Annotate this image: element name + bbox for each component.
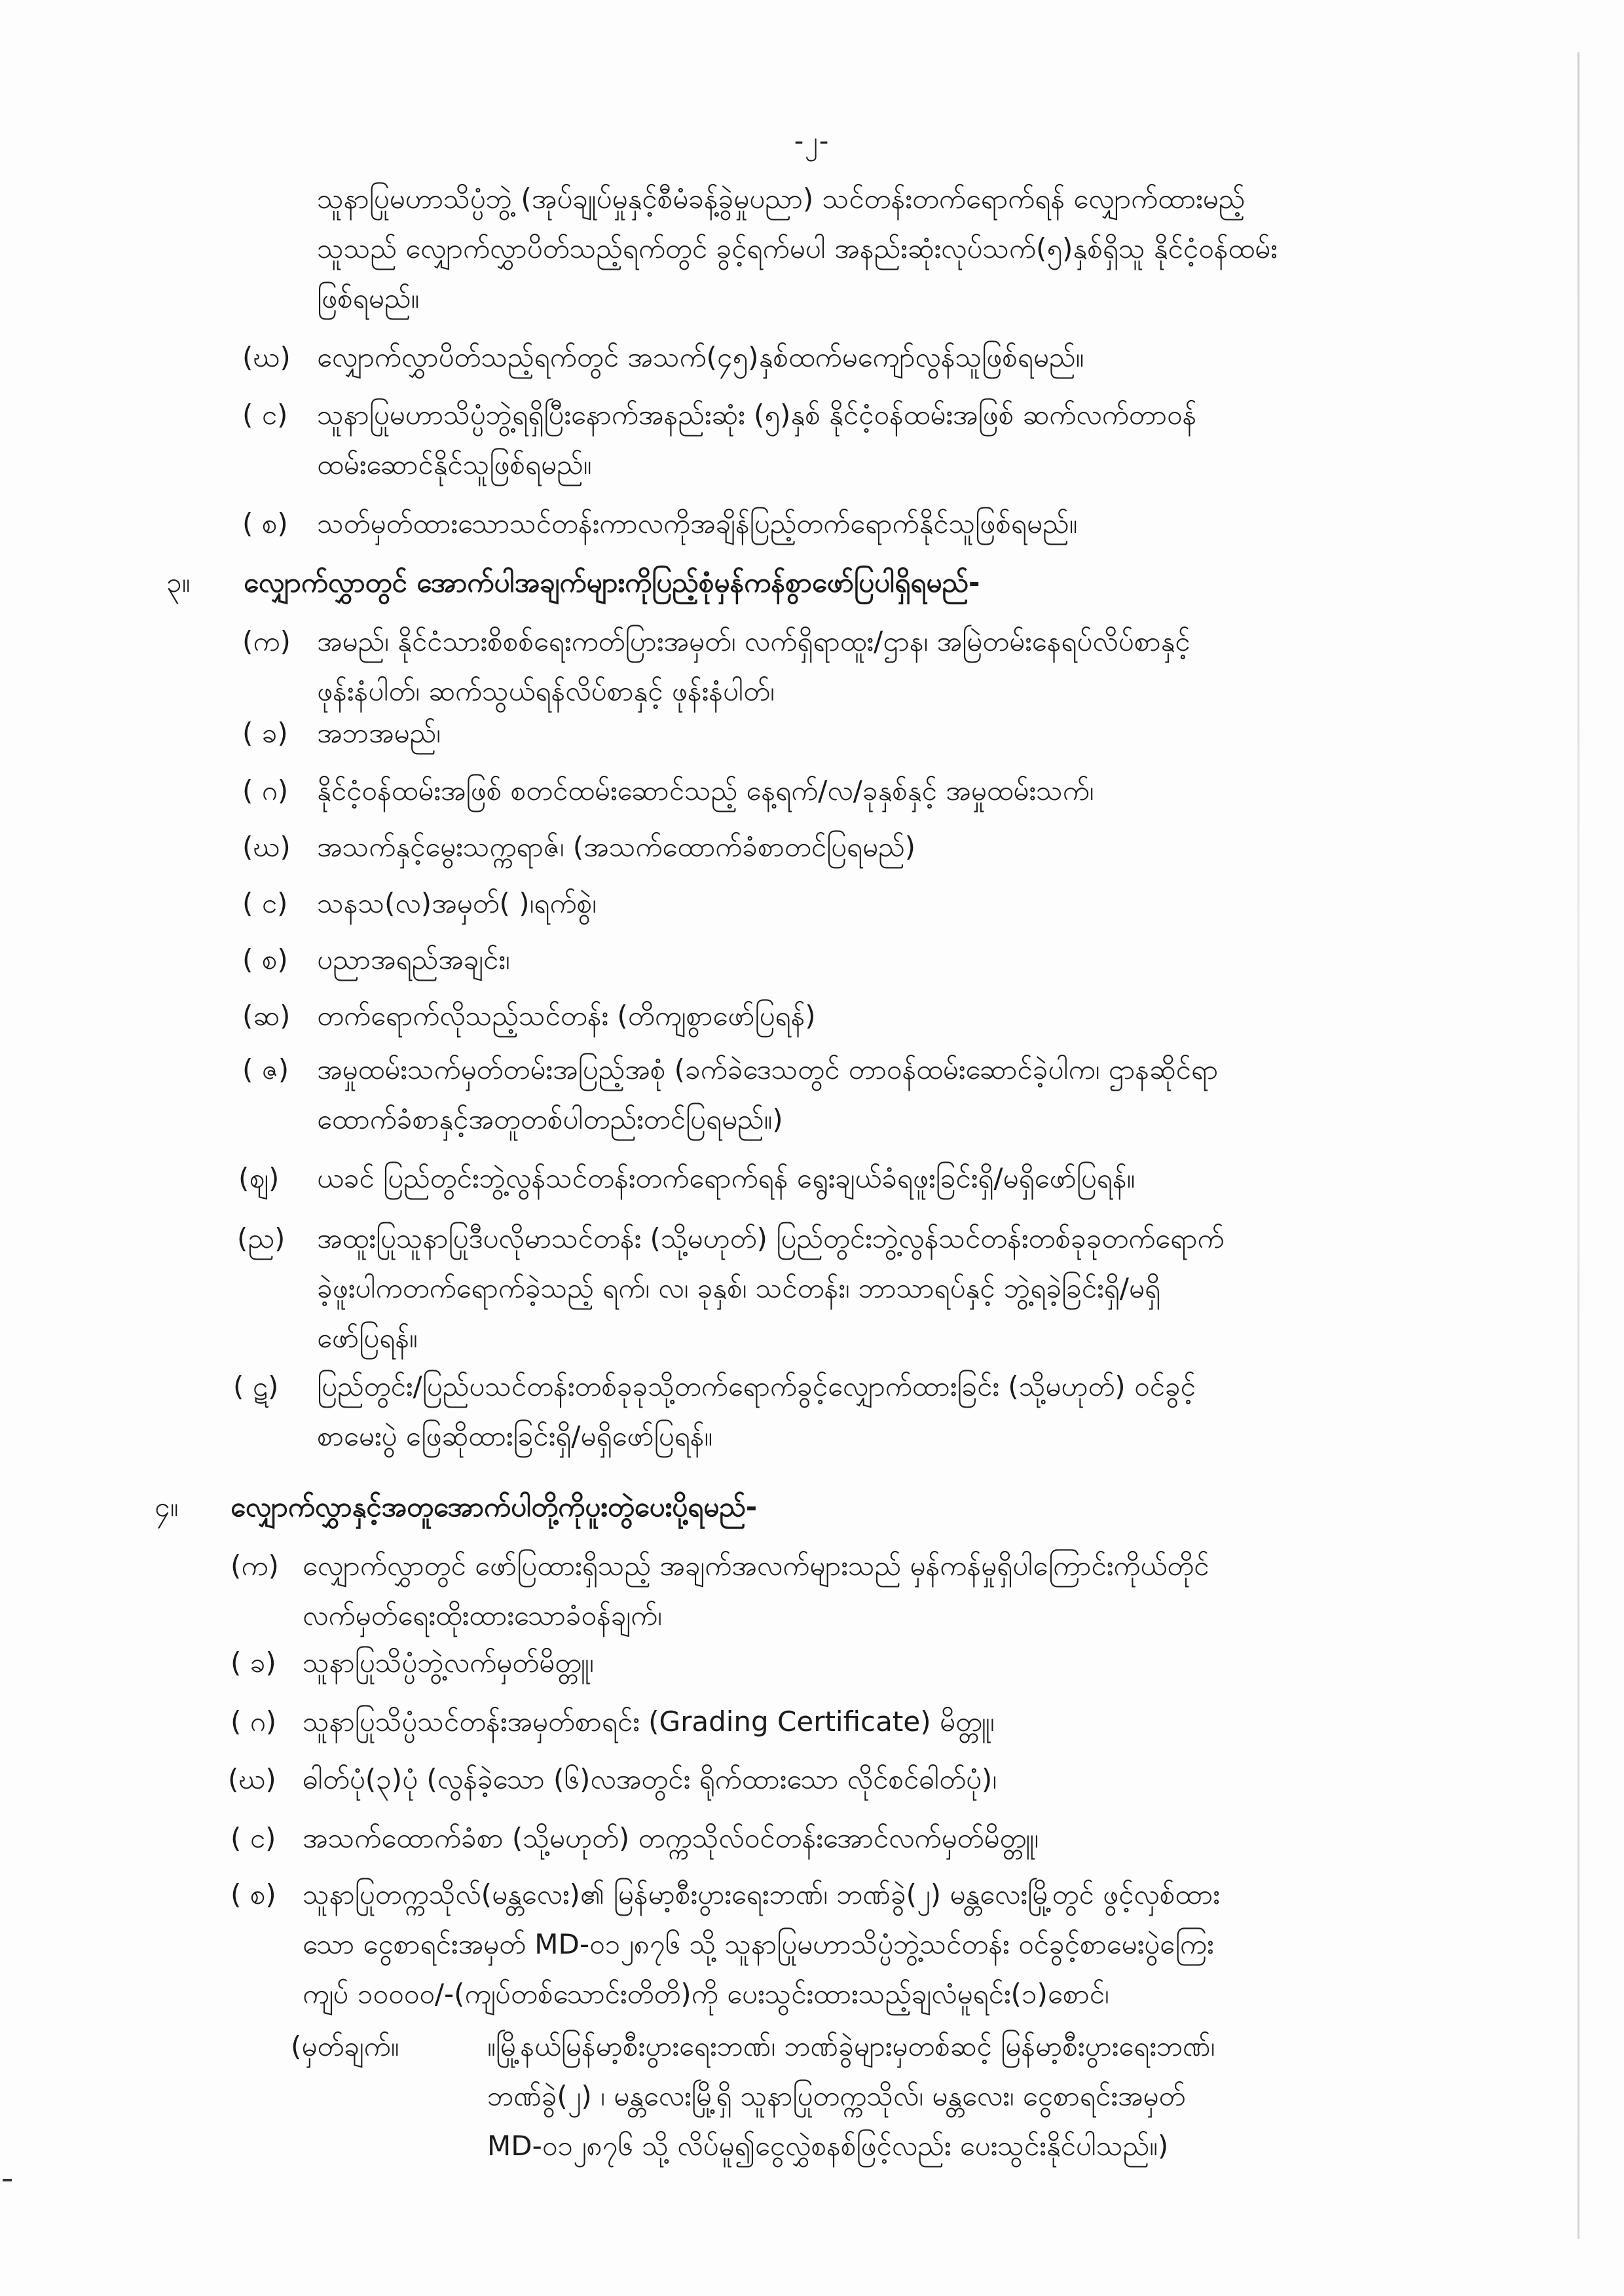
scan-page-edge (1578, 52, 1579, 2239)
list-item-text: တက်ရောက်လိုသည့်သင်တန်း (တိကျစွာဖော်ပြရန်) (317, 1000, 816, 1032)
list-item (317, 1214, 1224, 1363)
list-item (303, 1541, 1209, 1641)
list-item-text: သူနာပြုတက္ကသိုလ်(မန္တလေး)၏ မြန်မာ့စီးပွားရေးဘဏ်၊ ဘဏ်ခွဲ(၂) မန္တလေးမြို့တွင် ဖွင့်လှစ်ထား (303, 1878, 1220, 1910)
list-item-text: အဘအမည်၊ (317, 717, 441, 749)
list-item (303, 1638, 594, 1688)
scan-mark (3, 2179, 12, 2181)
section-heading: လျှောက်လွှာတွင် အောက်ပါအချက်များကိုပြည့်စုံမှန်ကန်စွာဖော်ပြပါရှိရမည်- (244, 566, 980, 598)
list-item-text: အမည်၊ နိုင်ငံသားစိစစ်ရေးကတ်ပြားအမှတ်၊ လက်ရှိရာထူး/ဌာန၊ အမြဲတမ်းနေရပ်လိပ်စာနှင့် (317, 625, 1190, 657)
item-marker: ( ဇ) (242, 1053, 289, 1085)
item-marker: ( ဋ) (233, 1370, 279, 1402)
list-item (317, 617, 1190, 716)
list-item-text: သူနာပြုမဟာသိပ္ပံဘွဲ့ရရှိပြီးနောက်အနည်းဆုံး (၅)နှစ် နိုင်ငံ့ဝန်ထမ်းအဖြစ် ဆက်လက်တာဝန် (317, 399, 1197, 431)
list-item-text: သတ်မှတ်ထားသောသင်တန်းကာလကိုအချိန်ပြည့်တက်ရောက်နိုင်သူဖြစ်ရမည်။ (317, 507, 1078, 539)
item-marker: (ဆ) (242, 1000, 291, 1032)
intro-line: သူနာပြုမဟာသိပ္ပံဘွဲ့ (အုပ်ချုပ်မှုနှင့်စီမံခန့်ခွဲမှုပညာ) သင်တန်းတက်ရောက်ရန် လျှောက်ထားမည့် (317, 183, 1246, 215)
item-marker: (က) (231, 1550, 279, 1582)
item-marker: ( င) (231, 1822, 276, 1854)
list-item (317, 1045, 1218, 1144)
intro-paragraph (317, 174, 1278, 323)
list-item-text: သူနာပြုသိပ္ပံဘွဲ့လက်မှတ်မိတ္တူ၊ (303, 1647, 594, 1679)
list-item-text: နိုင်ငံ့ဝန်ထမ်းအဖြစ် စတင်ထမ်းဆောင်သည့် နေ့ရက်/လ/ခုနှစ်နှင့် အမှုထမ်းသက်၊ (317, 774, 1094, 807)
list-item (317, 1362, 1196, 1461)
list-item-text: ယခင် ပြည်တွင်းဘွဲ့လွန်သင်တန်းတက်ရောက်ရန် ရွေးချယ်ခံရဖူးခြင်းရှိ/မရှိဖော်ပြရန်။ (317, 1162, 1135, 1194)
note-line: ဘဏ်ခွဲ(၂) ၊ မန္တလေးမြို့ရှိ သူနာပြုတက္ကသိုလ်၊ မန္တလေး၊ ငွေစာရင်းအမှတ် (487, 2080, 1186, 2112)
section-number: ၄။ (155, 1491, 179, 1523)
item-marker: ( စ) (231, 1878, 276, 1910)
list-item (303, 1813, 1039, 1863)
list-item (303, 1870, 1220, 2019)
item-marker: (ဃ) (242, 341, 291, 373)
list-item-text: စာမေးပွဲ ဖြေဆိုထားခြင်းရှိ/မရှိဖော်ပြရန်။ (317, 1420, 713, 1452)
list-item-text: ထမ်းဆောင်နိုင်သူဖြစ်ရမည်။ (317, 448, 592, 481)
list-item-text: လက်မှတ်ရေးထိုးထားသောခံဝန်ချက်၊ (303, 1599, 662, 1631)
list-item-text: သော ငွေစာရင်းအမှတ် MD-၀၁၂၈၇၆ သို့ သူနာပြုမဟာသိပ္ပံဘွဲ့သင်တန်း ဝင်ခွင့်စာမေးပွဲကြေး (303, 1928, 1214, 1960)
item-marker: ( ဂ) (242, 774, 289, 807)
item-marker: (ည) (237, 1222, 286, 1254)
item-marker: (ဈ) (238, 1162, 280, 1194)
list-item-text: လျှောက်လွှာတွင် ဖော်ပြထားရှိသည့် အချက်အလက်များသည် မှန်ကန်မှုရှိပါကြောင်းကိုယ်တိုင် (303, 1550, 1209, 1582)
list-item (317, 935, 510, 985)
note-label: (မှတ်ချက်။ (291, 2030, 399, 2062)
note-text (487, 2022, 1215, 2171)
list-item-text: လျှောက်လွှာပိတ်သည့်ရက်တွင် အသက်(၄၅)နှစ်ထက်မကျော်လွန်သူဖြစ်ရမည်။ (317, 341, 1084, 373)
list-item-text: ထောက်ခံစာနှင့်အတူတစ်ပါတည်းတင်ပြရမည်။) (317, 1103, 783, 1135)
list-item-text: ပညာအရည်အချင်း၊ (317, 943, 510, 975)
list-item-text: ပြည်တွင်း/ပြည်ပသင်တန်းတစ်ခုခုသို့တက်ရောက်ခွင့်လျှောက်ထားခြင်း (သို့မဟုတ်) ဝင်ခွင့် (317, 1370, 1196, 1402)
list-item-text: သူနာပြုသိပ္ပံသင်တန်းအမှတ်စာရင်း (Grading Certificate) မိတ္တူ၊ (303, 1705, 995, 1738)
list-item (317, 822, 915, 872)
intro-line: ဖြစ်ရမည်။ (317, 282, 420, 314)
list-item-text: အမှုထမ်းသက်မှတ်တမ်းအပြည့်အစုံ (ခက်ခဲဒေသတွင် တာဝန်ထမ်းဆောင်ခဲ့ပါက၊ ဌာနဆိုင်ရာ (317, 1053, 1219, 1085)
note-line: ။မြို့နယ်မြန်မာ့စီးပွားရေးဘဏ်၊ ဘဏ်ခွဲများမှတစ်ဆင့် မြန်မာ့စီးပွားရေးဘဏ်၊ (487, 2030, 1215, 2062)
list-item (317, 333, 1084, 382)
list-item (303, 1697, 995, 1747)
list-item (303, 1755, 997, 1804)
list-item-text: ကျပ် ၁၀၀၀၀/-(ကျပ်တစ်သောင်းတိတိ)ကို ပေးသွင်းထားသည့်ချလံမူရင်း(၁)စောင်၊ (303, 1978, 1109, 2010)
list-item-text: ဓါတ်ပုံ(၃)ပုံ (လွန်ခဲ့သော (၆)လအတွင်း ရိုက်ထားသော လိုင်စင်ဓါတ်ပုံ)၊ (303, 1763, 997, 1795)
list-item-text: ဖော်ပြရန်။ (317, 1322, 418, 1354)
item-marker: (ဃ) (242, 831, 291, 863)
list-item (317, 1154, 1135, 1203)
item-marker: (က) (242, 625, 291, 657)
section-number: ၃။ (166, 566, 191, 598)
list-item-text: အသက်ထောက်ခံစာ (သို့မဟုတ်) တက္ကသိုလ်ဝင်တန်းအောင်လက်မှတ်မိတ္တူ၊ (303, 1822, 1039, 1854)
list-item-text: ခဲ့ဖူးပါကတက်ရောက်ခဲ့သည့် ရက်၊ လ၊ ခုနှစ်၊ သင်တန်း၊ ဘာသာရပ်နှင့် ဘွဲ့ရခဲ့ခြင်းရှိ/မရှိ (317, 1272, 1160, 1304)
intro-line: သူသည် လျှောက်လွှာပိတ်သည့်ရက်တွင် ခွင့်ရက်မပါ အနည်းဆုံးလုပ်သက်(၅)နှစ်ရှိသူ နိုင်ငံ့ဝန်ထမ်း (317, 232, 1278, 264)
list-item-text: အသက်နှင့်မွေးသက္ကရာဇ်၊ (အသက်ထောက်ခံစာတင်ပြရမည်) (317, 831, 916, 863)
item-marker: ( င) (242, 887, 288, 919)
list-item (317, 879, 597, 928)
list-item-text: အထူးပြုသူနာပြုဒီပလိုမာသင်တန်း (သို့မဟုတ်) ပြည်တွင်းဘွဲ့လွန်သင်တန်းတစ်ခုခုတက်ရောက် (317, 1222, 1225, 1254)
list-item (317, 390, 1196, 490)
list-item (317, 499, 1077, 549)
item-marker: ( င) (242, 399, 288, 431)
list-item-text: ဖုန်းနံပါတ်၊ ဆက်သွယ်ရန်လိပ်စာနှင့် ဖုန်းနံပါတ်၊ (317, 675, 775, 707)
item-marker: ( ခ) (242, 717, 288, 749)
item-marker: ( ခ) (231, 1647, 276, 1679)
list-item (317, 708, 441, 758)
item-marker: (ဃ) (228, 1763, 276, 1795)
item-marker: ( စ) (242, 507, 288, 539)
section-heading: လျှောက်လွှာနှင့်အတူအောက်ပါတို့ကိုပူးတွဲပေးပို့ရမည်- (231, 1491, 758, 1523)
item-marker: ( စ) (242, 943, 288, 975)
list-item-text: သနသ(လ)အမှတ်( )၊ရက်စွဲ၊ (317, 887, 597, 919)
list-item (317, 766, 1094, 816)
item-marker: ( ဂ) (231, 1705, 277, 1738)
note-line: MD-၀၁၂၈၇၆ သို့ လိပ်မူ၍ငွေလွှဲစနစ်ဖြင့်လည်း ပေးသွင်းနိုင်ပါသည်။) (487, 2130, 1169, 2162)
page-number: -၂- (794, 126, 830, 156)
list-item (317, 991, 816, 1041)
